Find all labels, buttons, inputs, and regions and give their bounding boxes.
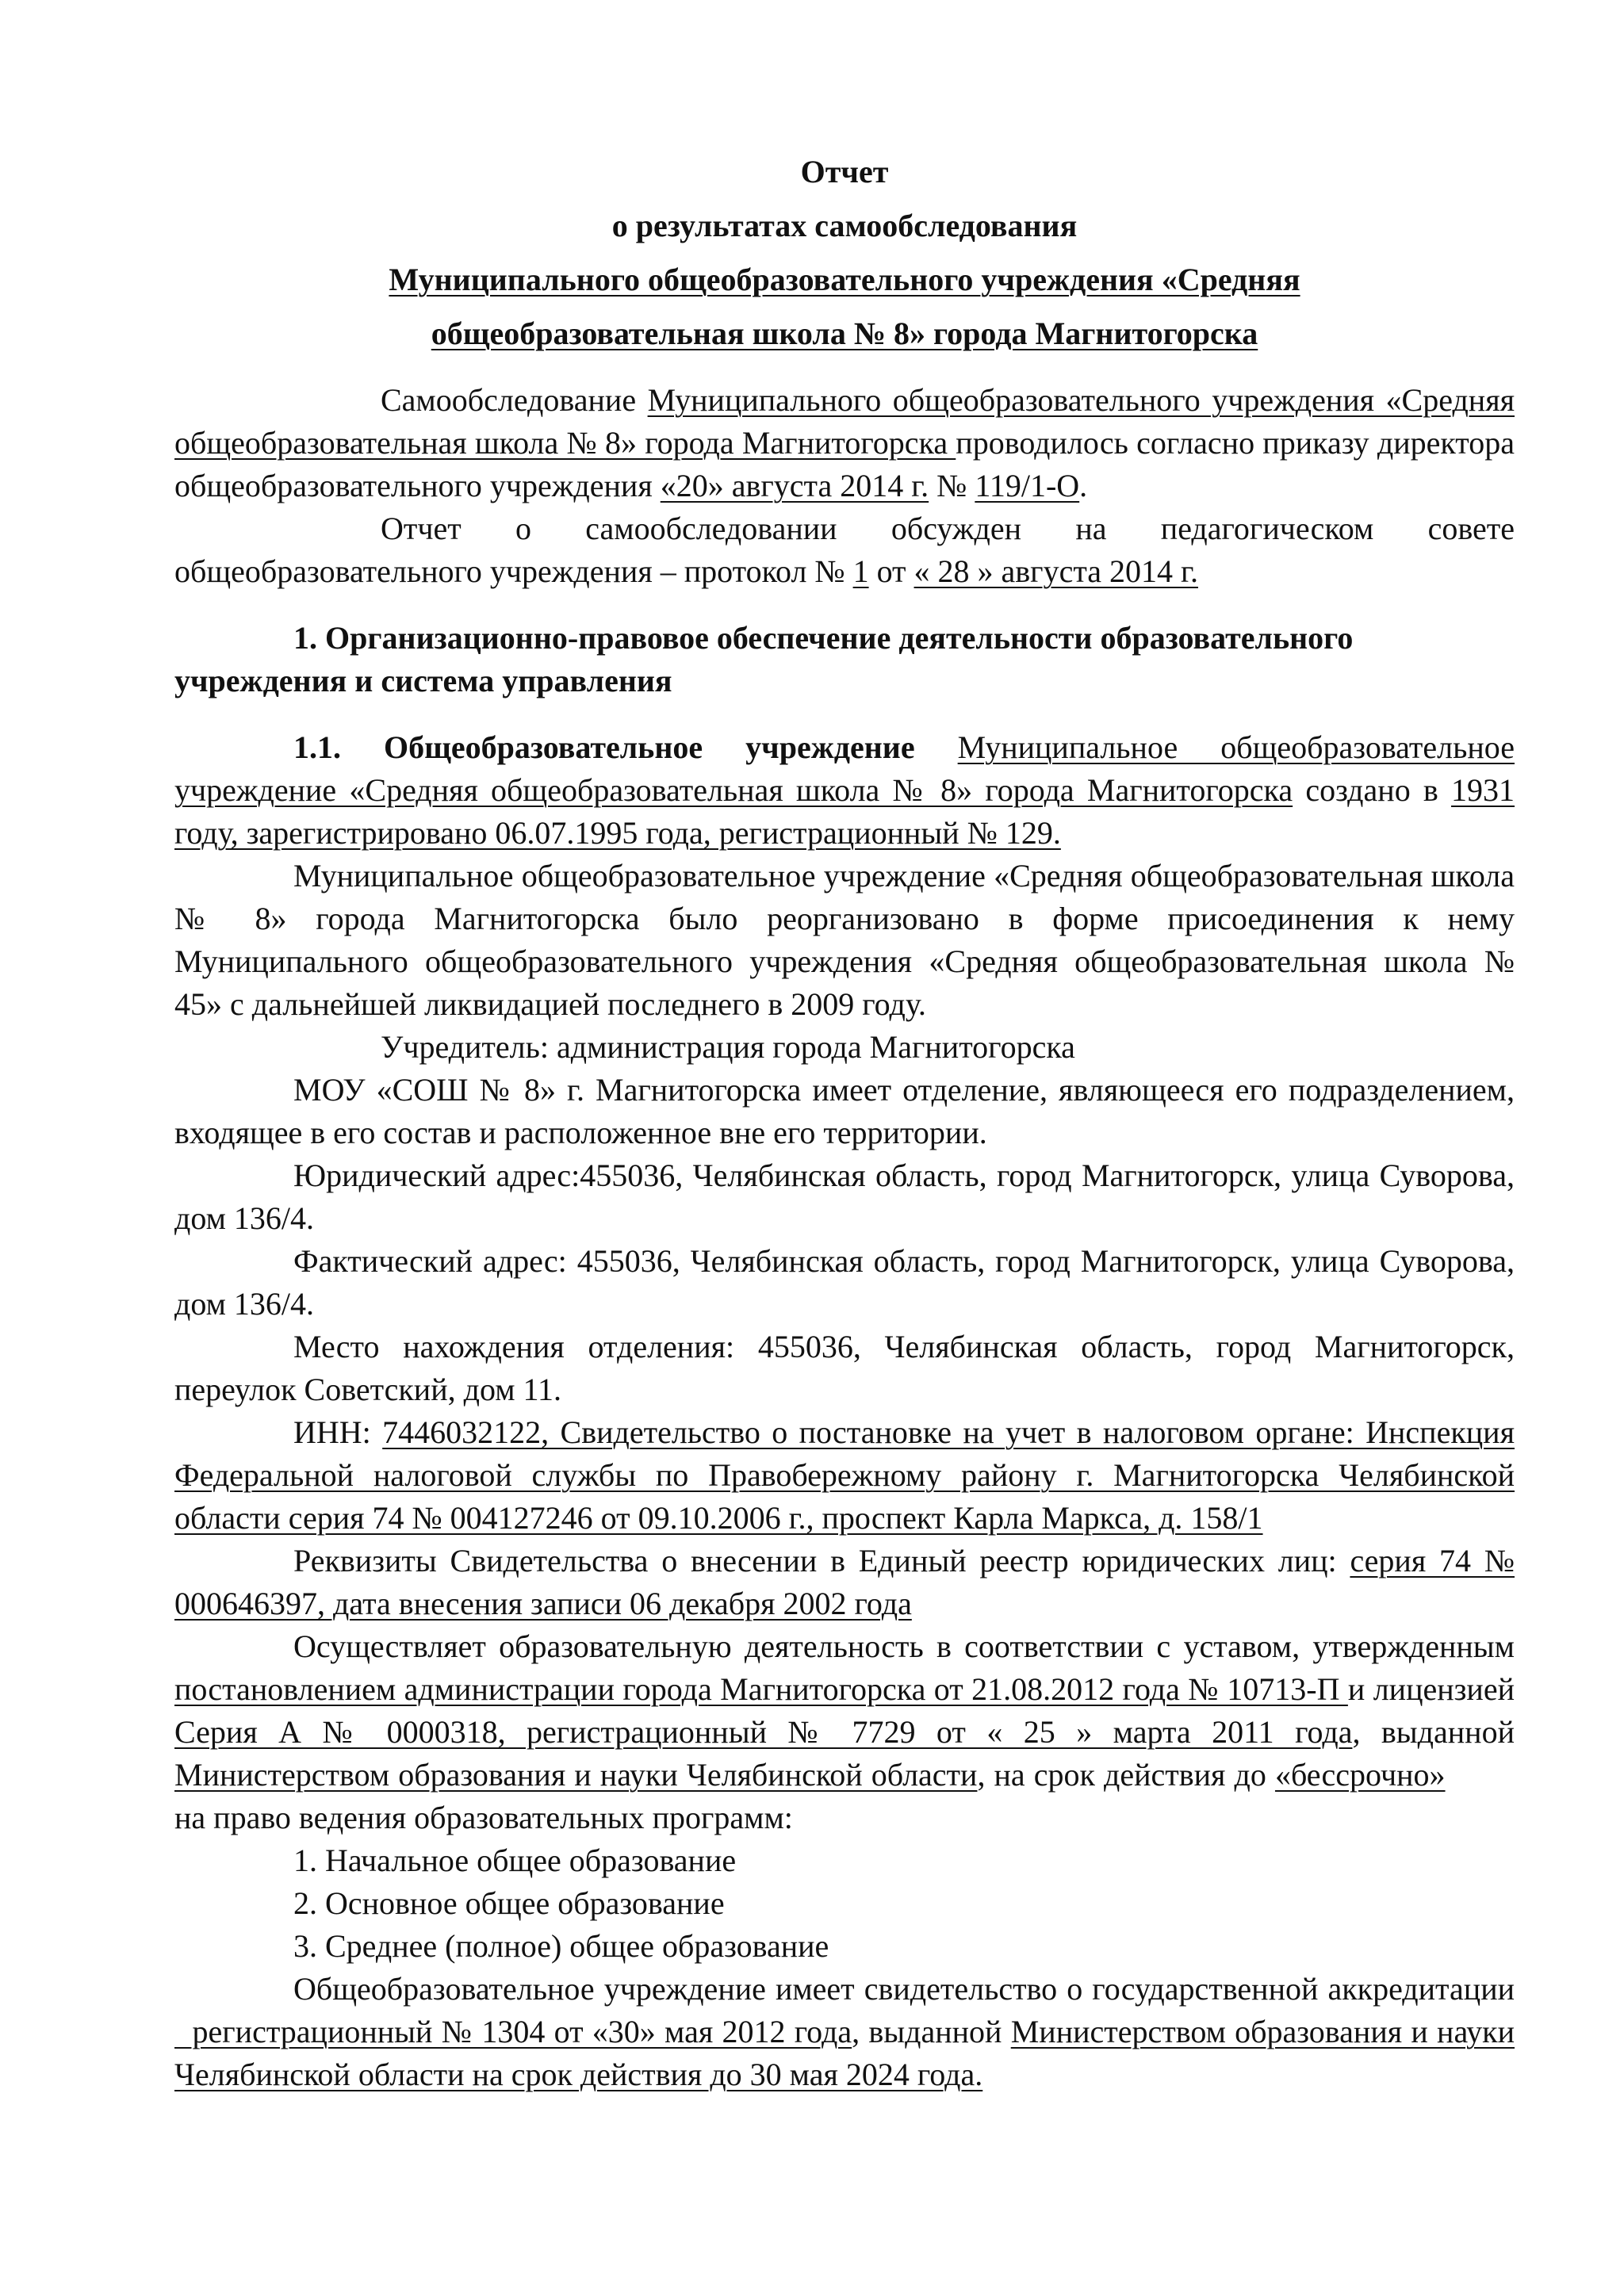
section-1-heading: 1. Организационно-правовое обеспечение деятельности образовательного учреждения и система управления: [174, 620, 1354, 698]
report-title: Отчет: [800, 154, 889, 189]
institution-name-line1: Муниципального общеобразовательного учреждения «Средняя: [389, 262, 1300, 297]
inn-paragraph: ИНН: 7446032122, Свидетельство о постановке на учет в налоговом органе: Инспекция Федеральной налоговой службы по Правобережному району г. Магнитогорска Челябинской области серия 74 № 004127246 от 09.10.2006 г., проспект Карла Маркса, д. 158/1: [174, 1414, 1515, 1536]
intro-paragraph-2: Отчет о самообследовании обсужден на педагогическом совете общеобразовательного учреждения – протокол № 1 от « 28 » августа 2014 г.: [174, 511, 1515, 589]
institution-name-line2: общеобразовательная школа № 8» города Магнитогорска: [431, 316, 1258, 351]
document-body: [174, 151, 1515, 2096]
license-paragraph: Осуществляет образовательную деятельность в соответствии с уставом, утвержденным постановлением администрации города Магнитогорска от 21.08.2012 года № 10713-П и лицензией Серия А № 0000318, регистрационный № 7729 от « 25 » марта 2011 года, выданной Министерством образования и науки Челябинской области, на срок действия до «бессрочно» на право ведения образовательных программ:: [174, 1628, 1515, 1835]
reorganization-paragraph: Муниципальное общеобразовательное учреждение «Средняя общеобразовательная школа № 8» города Магнитогорска было реорганизовано в форме присоединения к нему Муниципального общеобразовательного учреждения «Средняя общеобразовательная школа № 45» с дальнейшей ликвидацией последнего в 2009 году.: [174, 858, 1515, 1022]
founder-paragraph: Учредитель: администрация города Магнитогорска: [381, 1029, 1075, 1065]
actual-address-paragraph: Фактический адрес: 455036, Челябинская область, город Магнитогорск, улица Суворова, дом 136/4.: [174, 1243, 1515, 1322]
branch-paragraph: МОУ «СОШ № 8» г. Магнитогорска имеет отделение, являющееся его подразделением, входящее в его состав и расположенное вне его территории.: [174, 1072, 1515, 1150]
program-list-item: 1. Начальное общее образование: [293, 1843, 737, 1878]
program-list-item: 2. Основное общее образование: [293, 1885, 725, 1921]
legal-address-paragraph: Юридический адрес:455036, Челябинская область, город Магнитогорск, улица Суворова, дом 136/4.: [174, 1158, 1515, 1236]
program-list-item: 3. Среднее (полное) общее образование: [293, 1928, 829, 1964]
branch-location-paragraph: Место нахождения отделения: 455036, Челябинская область, город Магнитогорск, переулок Советский, дом 11.: [174, 1329, 1515, 1407]
section-1-1-paragraph: 1.1. Общеобразовательное учреждение Муниципальное общеобразовательное учреждение «Средняя общеобразовательная школа № 8» города Магнитогорска создано в 1931 году, зарегистрировано 06.07.1995 года, регистрационный № 129.: [174, 729, 1515, 851]
intro-paragraph-1: Самообследование Муниципального общеобразовательного учреждения «Средняя общеобразовательная школа № 8» города Магнитогорска проводилось согласно приказу директора общеобразовательного учреждения «20» августа 2014 г. № 119/1-О.: [174, 382, 1515, 503]
registry-paragraph: Реквизиты Свидетельства о внесении в Единый реестр юридических лиц: серия 74 № 000646397, дата внесения записи 06 декабря 2002 года: [174, 1543, 1515, 1621]
report-subtitle: о результатах самообследования: [611, 208, 1078, 243]
accreditation-paragraph: Общеобразовательное учреждение имеет свидетельство о государственной аккредитации регистрационный № 1304 от «30» мая 2012 года, выданной Министерством образования и науки Челябинской области на срок действия до 30 мая 2024 года.: [174, 1971, 1515, 2092]
